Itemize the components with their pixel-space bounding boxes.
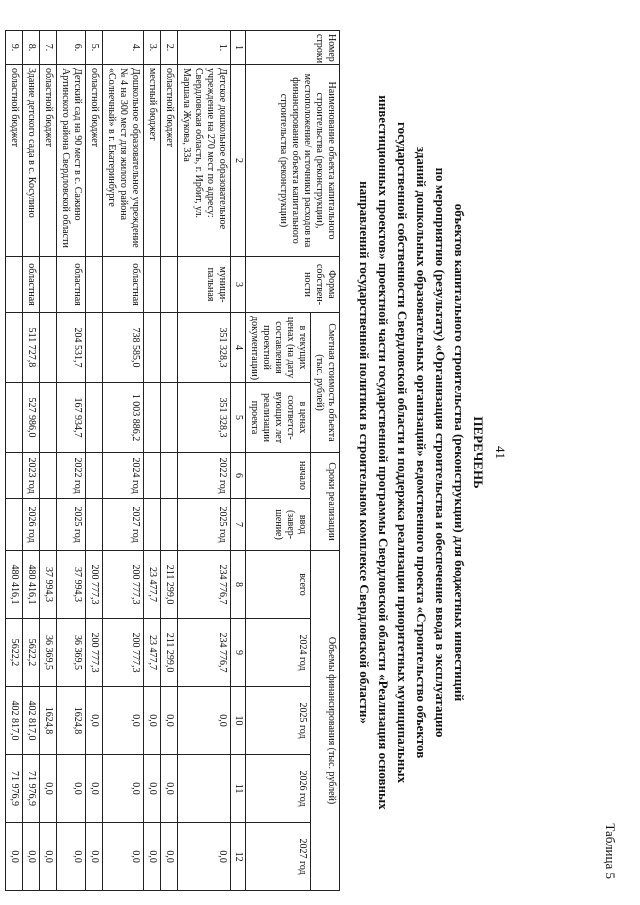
- column-number: 12: [231, 823, 246, 891]
- term-start-cell: 2022 год: [178, 453, 231, 499]
- header-2024: 2024 год: [246, 619, 311, 687]
- cost-project-cell: [144, 383, 161, 453]
- header-funding-group: Объемы финансирования (тыс. рублей): [311, 551, 340, 891]
- funding-2027-cell: 0,0: [23, 823, 40, 891]
- cost-project-cell: [40, 383, 57, 453]
- title-line: зданий дошкольных образовательных организаций» ведомственного проекта «Строительство объектов: [414, 146, 429, 759]
- term-start-cell: 2024 год: [103, 453, 144, 499]
- funding-2027-cell: 0,0: [57, 823, 86, 891]
- row-number-cell: 3.: [144, 31, 161, 65]
- column-numbers-row: [231, 31, 246, 891]
- total-cell: 200 777,3: [103, 551, 144, 619]
- column-number: 8: [231, 551, 246, 619]
- title-line: государственной собственности Свердловской области и поддержка реализации приоритетных муниципальных: [395, 122, 410, 783]
- funding-2026-cell: 0,0: [40, 755, 57, 823]
- table-row: [178, 31, 231, 891]
- row-number-cell: 1.: [178, 31, 231, 65]
- cost-project-cell: 167 934,7: [57, 383, 86, 453]
- term-start-cell: [40, 453, 57, 499]
- header-ownership: Форма собствен-ности: [246, 257, 340, 313]
- funding-2024-cell: 200 777,3: [103, 619, 144, 687]
- funding-2027-cell: 0,0: [178, 823, 231, 891]
- funding-2025-cell: 0,0: [178, 687, 231, 755]
- term-end-cell: 2025 год: [178, 499, 231, 551]
- total-cell: 480 416,1: [6, 551, 23, 619]
- column-number: 6: [231, 453, 246, 499]
- funding-2026-cell: 0,0: [103, 755, 144, 823]
- term-start-cell: [6, 453, 23, 499]
- ownership-cell: муници-пальная: [178, 257, 231, 313]
- funding-2025-cell: 1624,8: [40, 687, 57, 755]
- object-name-cell: местный бюджет: [144, 65, 161, 257]
- header-cost-project: в ценах соответст-вующих лет реализации проекта: [246, 383, 311, 453]
- funding-2024-cell: 5622,2: [6, 619, 23, 687]
- funding-2026-cell: 71 976,9: [23, 755, 40, 823]
- table-label: Таблица 5: [603, 823, 618, 879]
- header-term-end: ввод (завер-шение): [246, 499, 311, 551]
- ownership-cell: [161, 257, 178, 313]
- total-cell: 23 477,7: [144, 551, 161, 619]
- total-cell: 480 416,1: [23, 551, 40, 619]
- funding-2025-cell: 402 817,0: [6, 687, 23, 755]
- term-start-cell: [144, 453, 161, 499]
- cost-current-cell: [144, 313, 161, 383]
- column-number: 1: [231, 31, 246, 65]
- term-start-cell: [161, 453, 178, 499]
- page-number: 41: [493, 446, 508, 459]
- table-row: [86, 31, 103, 891]
- object-name-cell: Здание детского сада в с. Косулино: [23, 65, 40, 257]
- funding-2026-cell: 0,0: [57, 755, 86, 823]
- table-row: [6, 31, 23, 891]
- funding-2027-cell: 0,0: [86, 823, 103, 891]
- object-name-cell: областной бюджет: [40, 65, 57, 257]
- header-cost-current: в текущих ценах (на дату составления проектной документации): [246, 313, 311, 383]
- cost-current-cell: 738 585,0: [103, 313, 144, 383]
- title-line: инвестиционных проектов» проектной части государственной программы Свердловской области «Реализация основных: [376, 95, 391, 810]
- header-total: всего: [246, 551, 311, 619]
- funding-2027-cell: 0,0: [144, 823, 161, 891]
- table-row: [161, 31, 178, 891]
- table-body: [6, 31, 231, 891]
- cost-current-cell: [86, 313, 103, 383]
- term-end-cell: 2027 год: [103, 499, 144, 551]
- column-number: 7: [231, 499, 246, 551]
- funding-2027-cell: 0,0: [103, 823, 144, 891]
- cost-project-cell: [86, 383, 103, 453]
- total-cell: 211 299,0: [161, 551, 178, 619]
- term-end-cell: [161, 499, 178, 551]
- table-row: [103, 31, 144, 891]
- term-end-cell: [40, 499, 57, 551]
- funding-2025-cell: 0,0: [161, 687, 178, 755]
- object-name-cell: Детский сад на 90 мест в с. Сажино Артинского района Свердловской области: [57, 65, 86, 257]
- header-row-number: Номер строки: [246, 31, 340, 65]
- cost-current-cell: 351 328,3: [178, 313, 231, 383]
- cost-current-cell: 204 531,7: [57, 313, 86, 383]
- table-row: [57, 31, 86, 891]
- row-number-cell: 9.: [6, 31, 23, 65]
- cost-project-cell: 351 328,3: [178, 383, 231, 453]
- total-cell: 37 994,3: [40, 551, 57, 619]
- header-object-name: Наименование объекта капитального строительства (реконструкции), местоположение/ источники расходов на финансирование объекта капитального строительства (реконструкции): [246, 65, 340, 257]
- term-end-cell: [86, 499, 103, 551]
- funding-2026-cell: 0,0: [144, 755, 161, 823]
- cost-project-cell: [161, 383, 178, 453]
- funding-2025-cell: 1624,8: [57, 687, 86, 755]
- object-name-cell: областной бюджет: [86, 65, 103, 257]
- row-number-cell: 8.: [23, 31, 40, 65]
- funding-2026-cell: 0,0: [86, 755, 103, 823]
- column-number: 9: [231, 619, 246, 687]
- funding-2024-cell: 200 777,3: [86, 619, 103, 687]
- cost-current-cell: [161, 313, 178, 383]
- funding-2025-cell: 0,0: [144, 687, 161, 755]
- title-line: направлений государственной политики в строительном комплексе Свердловской области»: [357, 181, 372, 724]
- ownership-cell: областная: [23, 257, 40, 313]
- funding-2027-cell: 0,0: [40, 823, 57, 891]
- table-row: [23, 31, 40, 891]
- object-name-cell: Дошкольное образовательное учреждение № 4 на 300 мест для жилого района «Солнечный» в г. Екатеринбурге: [103, 65, 144, 257]
- header-2026: 2026 год: [246, 755, 311, 823]
- term-start-cell: 2022 год: [57, 453, 86, 499]
- table-row: [40, 31, 57, 891]
- funding-2024-cell: 36 369,5: [40, 619, 57, 687]
- cost-project-cell: 1 003 886,2: [103, 383, 144, 453]
- table-row: [144, 31, 161, 891]
- term-end-cell: 2026 год: [23, 499, 40, 551]
- ownership-cell: [86, 257, 103, 313]
- column-number: 11: [231, 755, 246, 823]
- cost-current-cell: [6, 313, 23, 383]
- column-number: 3: [231, 257, 246, 313]
- title-line: по мероприятию (результату) «Организация строительства и обеспечение ввода в эксплуатацию: [433, 167, 448, 738]
- cost-current-cell: 511 727,8: [23, 313, 40, 383]
- row-number-cell: 6.: [57, 31, 86, 65]
- column-number: 4: [231, 313, 246, 383]
- funding-2024-cell: 23 477,7: [144, 619, 161, 687]
- header-2025: 2025 год: [246, 687, 311, 755]
- column-number: 10: [231, 687, 246, 755]
- object-name-cell: областной бюджет: [161, 65, 178, 257]
- row-number-cell: 7.: [40, 31, 57, 65]
- funding-2024-cell: 234 776,7: [178, 619, 231, 687]
- total-cell: 200 777,3: [86, 551, 103, 619]
- ownership-cell: областная: [57, 257, 86, 313]
- ownership-cell: [40, 257, 57, 313]
- object-name-cell: областной бюджет: [6, 65, 23, 257]
- funding-2024-cell: 5622,2: [23, 619, 40, 687]
- funding-2025-cell: 0,0: [86, 687, 103, 755]
- funding-2027-cell: 0,0: [161, 823, 178, 891]
- projects-table: [5, 30, 340, 891]
- total-cell: 37 994,3: [57, 551, 86, 619]
- header-term-start: начало: [246, 453, 311, 499]
- header-terms-group: Сроки реализации: [311, 453, 340, 551]
- term-end-cell: [6, 499, 23, 551]
- funding-2024-cell: 36 369,5: [57, 619, 86, 687]
- header-2027: 2027 год: [246, 823, 311, 891]
- title-line: объектов капитального строительства (реконструкции) для бюджетных инвестиций: [452, 203, 467, 702]
- cost-project-cell: 527 986,0: [23, 383, 40, 453]
- row-number-cell: 4.: [103, 31, 144, 65]
- term-start-cell: [86, 453, 103, 499]
- document-title: [355, 70, 488, 835]
- funding-2026-cell: 71 976,9: [6, 755, 23, 823]
- funding-2027-cell: 0,0: [6, 823, 23, 891]
- funding-2025-cell: 402 817,0: [23, 687, 40, 755]
- term-start-cell: 2023 год: [23, 453, 40, 499]
- funding-2026-cell: [178, 755, 231, 823]
- cost-current-cell: [40, 313, 57, 383]
- title-line: ПЕРЕЧЕНЬ: [471, 416, 486, 489]
- ownership-cell: [6, 257, 23, 313]
- header-cost-group: Сметная стоимость объекта (тыс. рублей): [311, 313, 340, 453]
- object-name-cell: Детское дошкольное образовательное учреждение на 270 мест по адресу: Свердловская область, г. Ирбит, ул. Маршала Жукова, 33а: [178, 65, 231, 257]
- row-number-cell: 5.: [86, 31, 103, 65]
- row-number-cell: 2.: [161, 31, 178, 65]
- funding-2025-cell: 0,0: [103, 687, 144, 755]
- ownership-cell: областная: [103, 257, 144, 313]
- funding-2024-cell: 211 299,0: [161, 619, 178, 687]
- total-cell: 234 776,7: [178, 551, 231, 619]
- term-end-cell: 2025 год: [57, 499, 86, 551]
- cost-project-cell: [6, 383, 23, 453]
- funding-2026-cell: 0,0: [161, 755, 178, 823]
- column-number: 5: [231, 383, 246, 453]
- term-end-cell: [144, 499, 161, 551]
- ownership-cell: [144, 257, 161, 313]
- column-number: 2: [231, 65, 246, 257]
